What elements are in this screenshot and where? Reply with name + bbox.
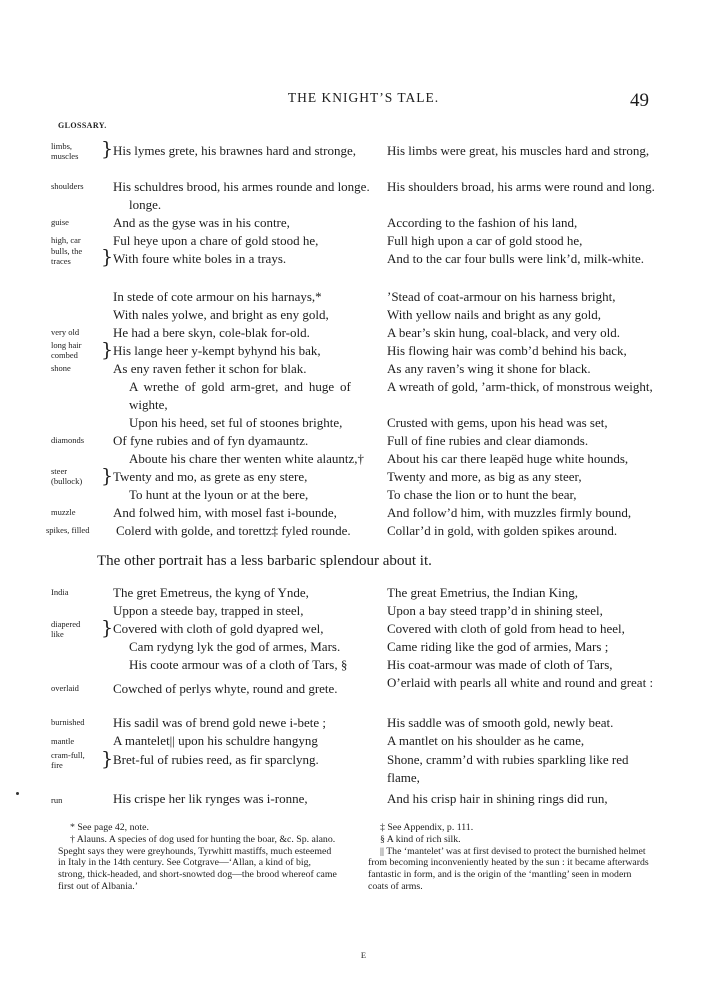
modern-english-line: His coat-armour was made of cloth of Tars, (387, 657, 613, 672)
middle-english-line: wighte, (129, 397, 168, 412)
middle-english-line: Twenty and mo, as grete as eny stere, (113, 469, 308, 484)
gloss-note: shone (51, 363, 71, 373)
modern-english-line: Collar’d in gold, with golden spikes around. (387, 523, 618, 538)
gloss-note: very old (51, 327, 80, 337)
footnotes-right (368, 822, 651, 893)
gloss-brace: } (101, 748, 114, 770)
modern-english-line: ’Stead of coat-armour on his harness bright, (387, 289, 616, 304)
page-number: 49 (630, 90, 649, 111)
gloss-note: overlaid (51, 683, 79, 693)
gloss-note: India (51, 587, 69, 597)
middle-english-line: To hunt at the lyoun or at the bere, (129, 487, 309, 502)
middle-english-line: As eny raven fether it schon for blak. (113, 361, 307, 376)
modern-english-line: And follow’d him, with muzzles firmly bound, (387, 505, 632, 520)
margin-dot (16, 792, 19, 795)
footnote: ‡ See Appendix, p. 111. (380, 822, 474, 833)
middle-english-line: Cam rydyng lyk the god of armes, Mars. (129, 639, 341, 654)
modern-english-line: With yellow nails and bright as any gold, (387, 307, 601, 322)
verse-row (0, 712, 727, 730)
footnotes-left (58, 822, 339, 893)
modern-english-line: His limbs were great, his muscles hard and strong, (387, 143, 650, 158)
verse-row (0, 378, 727, 412)
verse-row (0, 432, 727, 448)
middle-english-line: Upon his heed, set ful of stoones brighte, (129, 415, 343, 430)
verse-row (0, 504, 727, 520)
footnote: || The ‘mantelet’ was at first devised to protect the burnished helmet from becoming inconveniently heated by the sun : it became afterwards fantastic in form, and is the origin of the ‘mantling’ seen in modern coats of arms. (368, 845, 649, 892)
verse-row (0, 638, 727, 654)
verse-row (0, 178, 727, 212)
middle-english-line: His crispe her lik rynges was i-ronne, (113, 791, 308, 806)
modern-english-line: A wreath of gold, ’arm-thick, of monstrous weight, (387, 379, 653, 394)
verse-row (0, 748, 727, 785)
verse-row (0, 732, 727, 748)
middle-english-line: And as the gyse was in his contre, (113, 215, 290, 230)
modern-english-line: Shone, cramm’d with rubies sparkling like red flame, (387, 752, 629, 785)
verse-row (0, 450, 727, 466)
verse-row (0, 414, 727, 430)
middle-english-line: The gret Emetreus, the kyng of Ynde, (113, 585, 309, 600)
middle-english-line: His lange heer y-kempt byhynd his bak, (113, 343, 321, 358)
gloss-note: limbs, muscles (51, 141, 79, 161)
gloss-note: long hair combed (51, 340, 82, 360)
middle-english-line: longe. (129, 197, 162, 212)
verse-row (0, 246, 727, 268)
middle-english-line: Covered with cloth of gold dyapred wel, (113, 621, 324, 636)
middle-english-line: His sadil was of brend gold newe i-bete ; (113, 715, 327, 730)
modern-english-line: About his car there leapëd huge white hounds, (387, 451, 629, 466)
middle-english-line: Bret-ful of rubies reed, as fir sparclyng. (113, 752, 319, 767)
middle-english-line: Aboute his chare ther wenten white alauntz,† (129, 451, 364, 466)
gloss-brace: } (101, 465, 114, 487)
middle-english-line: His coote armour was of a cloth of Tars, § (129, 657, 348, 672)
verse-row (0, 339, 727, 361)
signature-mark: E (360, 950, 367, 960)
gloss-note: muzzle (51, 507, 76, 517)
modern-english-line: The great Emetrius, the Indian King, (387, 585, 578, 600)
modern-english-line: His flowing hair was comb’d behind his back, (387, 343, 627, 358)
modern-english-line: And to the car four bulls were link’d, milk-white. (387, 251, 645, 266)
modern-english-line: Came riding like the god of armies, Mars ; (387, 639, 609, 654)
verse-row (0, 324, 727, 340)
gloss-note: spikes, filled (46, 525, 90, 535)
modern-english-line: A mantlet on his shoulder as he came, (387, 733, 585, 748)
gloss-brace: } (101, 617, 114, 639)
page-title: THE KNIGHT’S TALE. (287, 90, 440, 105)
verse-row (0, 674, 727, 696)
footnote: * See page 42, note. (70, 822, 149, 833)
middle-english-line: His lymes grete, his brawnes hard and stronge, (113, 143, 356, 158)
modern-english-line: Full of fine rubies and clear diamonds. (387, 433, 589, 448)
middle-english-line: Ful heye upon a chare of gold stood he, (113, 233, 319, 248)
verse-row (0, 360, 727, 376)
modern-english-line: According to the fashion of his land, (387, 215, 578, 230)
verse-row (0, 288, 727, 304)
gloss-note: diamonds (51, 435, 85, 445)
verse-row (0, 306, 727, 322)
middle-english-line: Of fyne rubies and of fyn dyamauntz. (113, 433, 309, 448)
middle-english-line: Cowched of perlys whyte, round and grete. (113, 681, 338, 696)
modern-english-line: Twenty and more, as big as any steer, (387, 469, 582, 484)
gloss-note: burnished (51, 717, 85, 727)
verse-row (0, 138, 727, 161)
middle-english-line: He had a bere skyn, cole-blak for-old. (113, 325, 310, 340)
modern-english-line: To chase the lion or to hunt the bear, (387, 487, 577, 502)
modern-english-line: Upon a bay steed trapp’d in shining steel, (387, 603, 603, 618)
modern-english-line: His shoulders broad, his arms were round and long. (387, 179, 655, 194)
modern-english-line: Covered with cloth of gold from head to heel, (387, 621, 625, 636)
middle-english-line: A wrethe of gold arm-gret, and huge of (129, 379, 351, 394)
middle-english-line: With foure white boles in a trays. (113, 251, 287, 266)
middle-english-line: Colerd with golde, and torettz‡ fyled rounde. (116, 523, 351, 538)
modern-english-line: O’erlaid with pearls all white and round and great : (387, 675, 654, 690)
verse-row (0, 486, 727, 502)
footnote: † Alauns. A species of dog used for hunting the boar, &c. Sp. alano. Speght says they were greyhounds, Tyrwhitt mastiffs, much esteemed in Italy in the 14th century. See Cotgrave—‘Allan, a kind of big, strong, thick-headed, and short-snowted dog—the brood whereof came first out of Albania.’ (58, 833, 337, 892)
verse-row (0, 214, 727, 230)
gloss-note: run (51, 795, 63, 805)
verse-row (0, 788, 727, 806)
gloss-note: mantle (51, 736, 75, 746)
verse-row (0, 522, 727, 538)
middle-english-line: Uppon a steede bay, trapped in steel, (113, 603, 304, 618)
middle-english-line: A mantelet|| upon his schuldre hangyng (113, 733, 318, 748)
gloss-brace: } (101, 339, 114, 361)
modern-english-line: A bear’s skin hung, coal-black, and very old. (387, 325, 620, 340)
modern-english-line: Crusted with gems, upon his head was set, (387, 415, 608, 430)
verse-row (0, 602, 727, 618)
glossary-heading: GLOSSARY. (58, 121, 107, 130)
gloss-brace: } (101, 138, 114, 160)
gloss-note: shoulders (51, 181, 84, 191)
verse-row (0, 232, 727, 248)
modern-english-line: And his crisp hair in shining rings did run, (387, 791, 608, 806)
middle-english-line: And folwed him, with mosel fast i-bounde, (113, 505, 337, 520)
gloss-note: bulls, the traces (51, 246, 83, 266)
verse-row (0, 656, 727, 672)
modern-english-line: As any raven’s wing it shone for black. (387, 361, 591, 376)
modern-english-line: Full high upon a car of gold stood he, (387, 233, 583, 248)
verse-row (0, 617, 727, 639)
middle-english-line: With nales yolwe, and bright as eny gold, (113, 307, 329, 322)
verse-row (0, 465, 727, 487)
footnote: § A kind of rich silk. (380, 833, 461, 845)
gloss-note: cram-full, fire (51, 750, 85, 770)
middle-english-line: His schuldres brood, his armes rounde and longe. (113, 179, 370, 194)
modern-english-line: His saddle was of smooth gold, newly beat. (387, 715, 614, 730)
middle-english-line: In stede of cote armour on his harnays,* (113, 289, 322, 304)
gloss-brace: } (101, 246, 114, 268)
verse-row (0, 584, 727, 600)
interlude-text: The other portrait has a less barbaric splendour about it. (97, 553, 432, 569)
gloss-note: guise (51, 217, 69, 227)
gloss-note: steer (bullock) (51, 466, 83, 486)
gloss-note: diapered like (51, 619, 81, 639)
gloss-note: high, car (51, 235, 81, 245)
